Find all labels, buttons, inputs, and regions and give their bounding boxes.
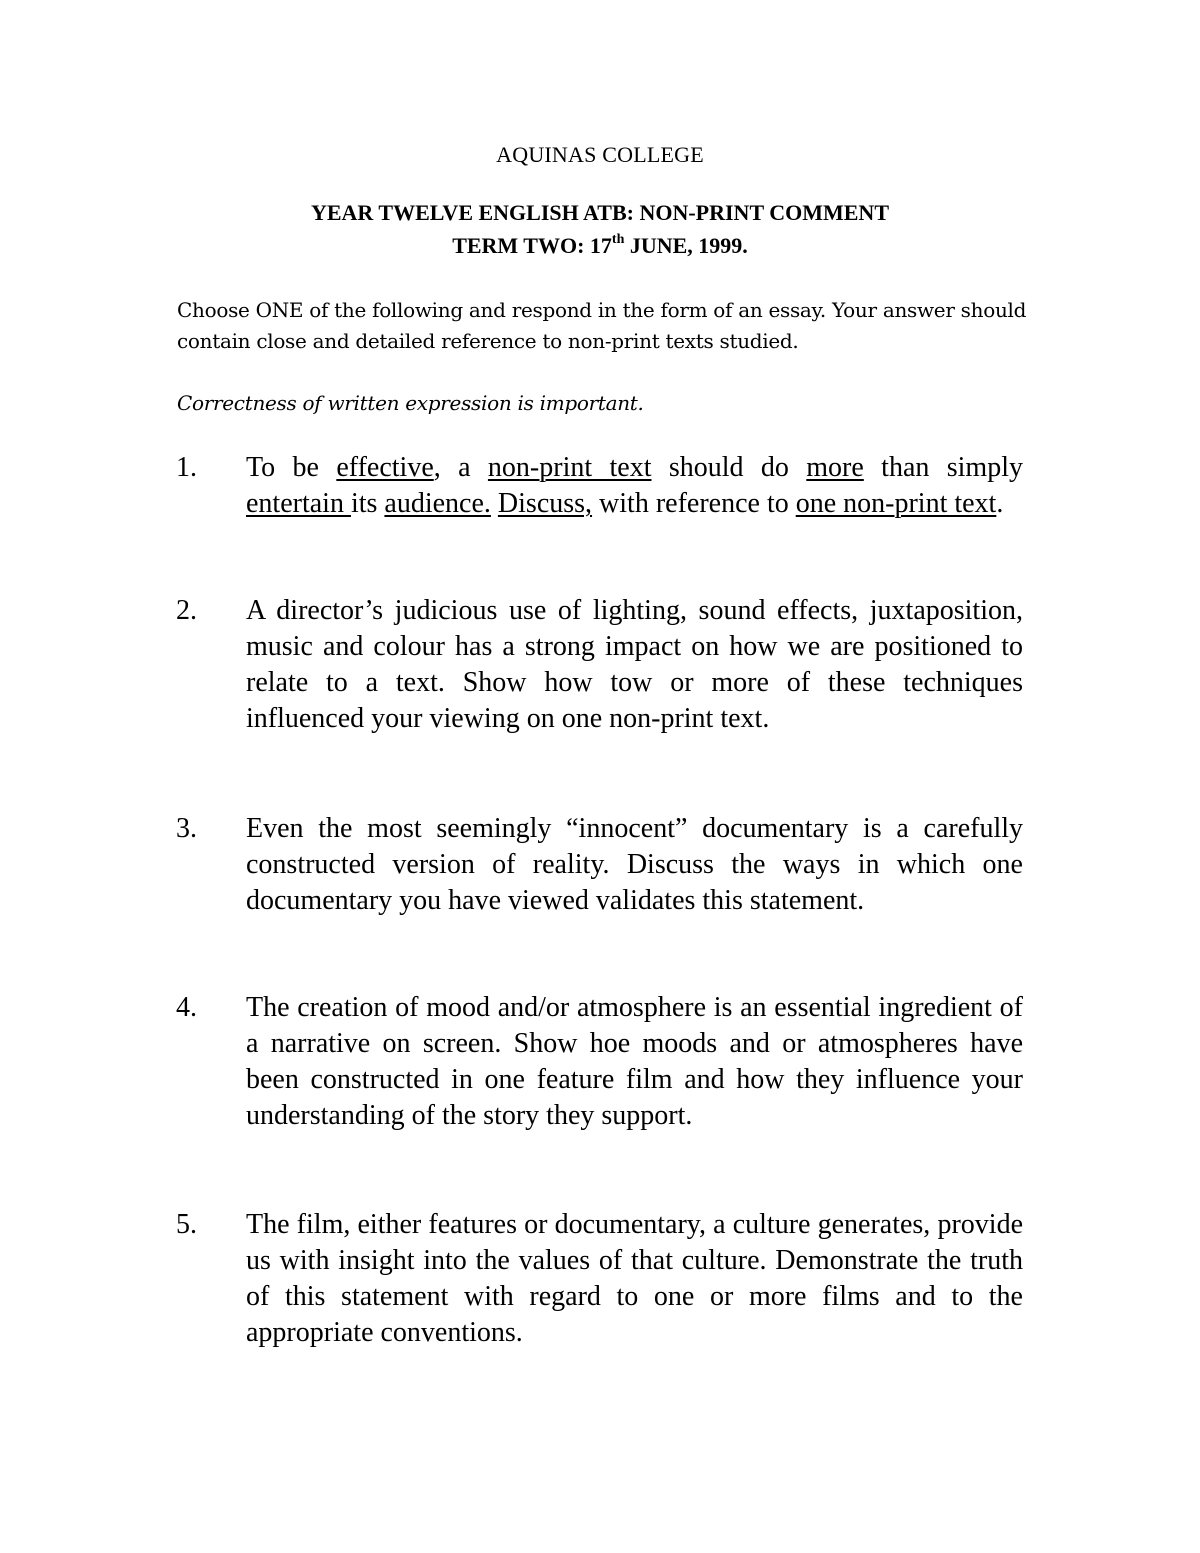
q1-seg: . bbox=[996, 488, 1004, 519]
question-text-5: The film, either features or documentary, a culture generates, provide us with insight into the values of that culture. Demonstrate the truth of this statement with regard to one or more films and to the appropriate conventions. bbox=[246, 1209, 1023, 1348]
question-number: 4. bbox=[176, 992, 197, 1023]
question-text-3: Even the most seemingly “innocent” documentary is a carefully constructed version of reality. Discuss the ways in which one documentary you have viewed validates this statement. bbox=[246, 813, 1023, 916]
q1-seg: with reference to bbox=[592, 488, 796, 519]
q1-underlined: non-print text bbox=[487, 452, 652, 483]
q1-underlined: more bbox=[806, 452, 864, 483]
question-text-1 bbox=[246, 450, 1023, 522]
question-text-2: A director’s judicious use of lighting, sound effects, juxtaposition, music and colour has a strong impact on how we are positioned to relate to a text. Show how tow or more of these techniques influenced your viewing on one non-print text. bbox=[246, 595, 1023, 734]
date-suffix: JUNE, 1999. bbox=[624, 233, 748, 258]
exam-title: YEAR TWELVE ENGLISH ATB: NON-PRINT COMMENT bbox=[310, 200, 889, 225]
q1-seg: , a bbox=[433, 452, 488, 483]
question-text-4: The creation of mood and/or atmosphere is an essential ingredient of a narrative on screen. Show hoe moods and or atmospheres have been constructed in one feature film and how they influence your understanding of the story they support. bbox=[246, 992, 1023, 1131]
q1-underlined: audience. bbox=[384, 488, 491, 519]
college-name: AQUINAS COLLEGE bbox=[496, 142, 704, 167]
q1-seg: should do bbox=[651, 452, 807, 483]
question-number: 3. bbox=[176, 813, 197, 844]
q1-seg: its bbox=[350, 488, 385, 519]
q1-seg: To be bbox=[246, 452, 337, 483]
q1-underlined: entertain bbox=[246, 488, 351, 519]
q1-seg: than simply bbox=[863, 452, 1023, 483]
expression-note: Correctness of written expression is important. bbox=[177, 391, 644, 415]
q1-underlined: effective bbox=[336, 452, 434, 483]
question-number: 2. bbox=[176, 595, 197, 626]
question-number: 1. bbox=[176, 452, 197, 483]
instructions: Choose ONE of the following and respond in the form of an essay. Your answer should contain close and detailed reference to non-print texts studied. bbox=[177, 298, 1027, 353]
q1-seg bbox=[491, 488, 498, 519]
q1-underlined: one non-print text bbox=[795, 488, 997, 519]
question-number: 5. bbox=[176, 1209, 197, 1240]
date-prefix: TERM TWO: 17 bbox=[452, 233, 612, 258]
exam-date-line bbox=[0, 232, 1200, 260]
q1-underlined: Discuss, bbox=[497, 488, 593, 519]
date-ordinal: th bbox=[611, 231, 625, 247]
